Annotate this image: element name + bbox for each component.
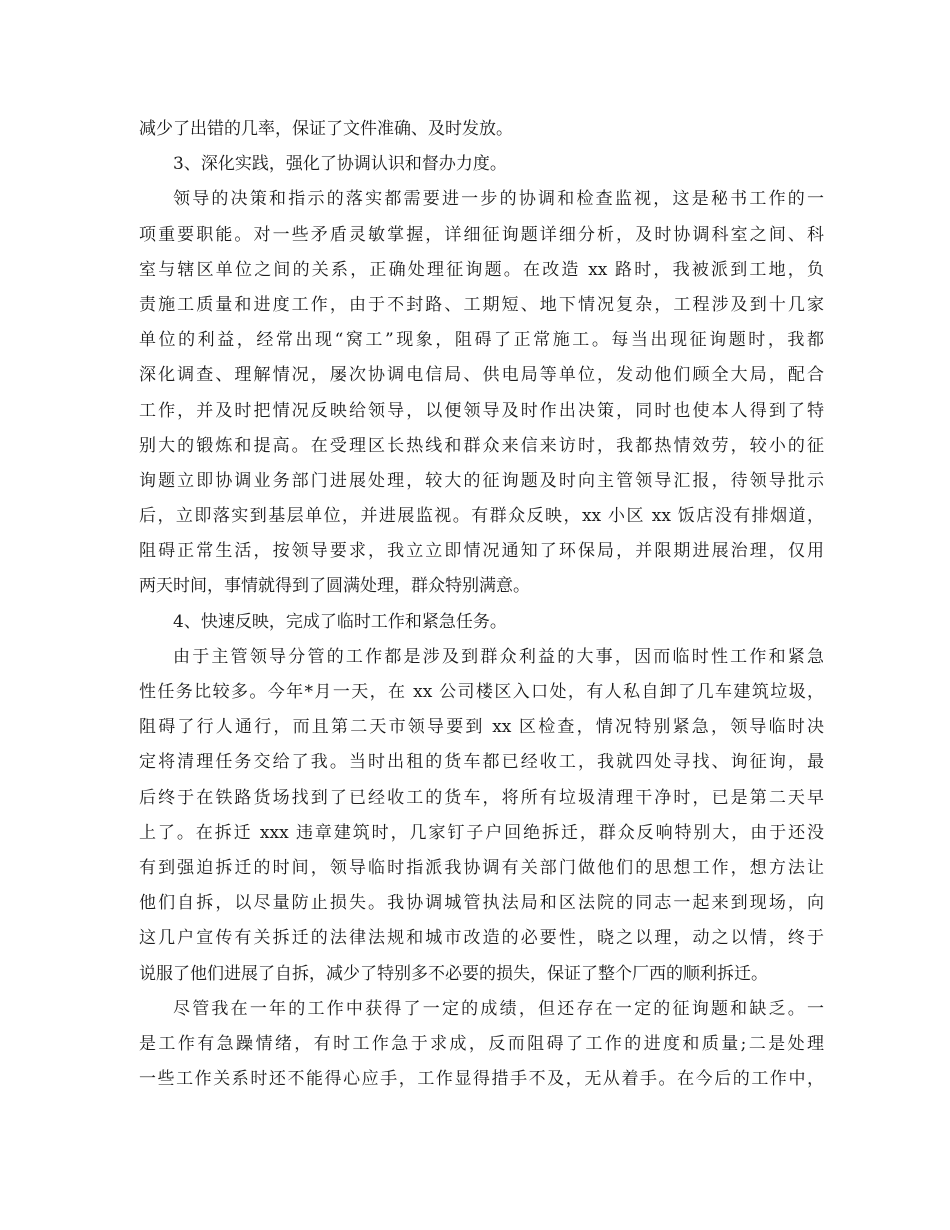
text-line: 室与辖区单位之间的关系，正确处理征询题。在改造 xx 路时，我被派到工地，负 — [139, 259, 824, 280]
text-line: 项重要职能。对一些矛盾灵敏掌握，详细征询题详细分析，及时协调科室之间、科 — [139, 224, 824, 245]
text-line: 他们自拆，以尽量防止损失。我协调城管执法局和区法院的同志一起来到现场，向 — [139, 893, 824, 914]
text-line: 4、快速反映，完成了临时工作和紧急任务。 — [173, 611, 507, 632]
text-line: 后，立即落实到基层单位，并进展监视。有群众反映，xx 小区 xx 饭店没有排烟道， — [139, 506, 824, 527]
text-line: 阻碍正常生活，按领导要求，我立立即情况通知了环保局，并限期进展治理，仅用 — [139, 541, 824, 562]
text-line: 后终于在铁路货场找到了已经收工的货车，将所有垃圾清理干净时，已是第二天早 — [139, 787, 824, 808]
text-line: 有到强迫拆迁的时间，领导临时指派我协调有关部门做他们的思想工作，想方法让 — [139, 857, 824, 878]
text-line: 尽管我在一年的工作中获得了一定的成绩，但还存在一定的征询题和缺乏。一 — [173, 998, 824, 1019]
text-line: 深化调查、理解情况，屡次协调电信局、供电局等单位，发动他们顾全大局，配合 — [139, 365, 824, 386]
text-line: 一些工作关系时还不能得心应手，工作显得措手不及，无从着手。在今后的工作中， — [139, 1069, 824, 1090]
text-line: 性任务比较多。今年*月一天，在 xx 公司楼区入口处，有人私自卸了几车建筑垃圾， — [139, 682, 824, 702]
text-line: 定将清理任务交给了我。当时出租的货车都已经收工，我就四处寻找、询征询，最 — [139, 752, 824, 773]
text-line: 别大的锻炼和提高。在受理区长热线和群众来信来访时，我都热情效劳，较小的征 — [139, 435, 824, 456]
text-line: 是工作有急躁情绪，有时工作急于求成，反而阻碍了工作的进度和质量;二是处理 — [139, 1033, 824, 1054]
text-line: 单位的利益，经常出现“窝工”现象，阻碍了正常施工。每当出现征询题时，我都 — [139, 330, 824, 351]
text-line: 由于主管领导分管的工作都是涉及到群众利益的大事，因而临时性工作和紧急 — [173, 646, 824, 667]
document-body — [139, 112, 824, 1097]
text-line: 工作，并及时把情况反映给领导，以便领导及时作出决策，同时也使本人得到了特 — [139, 400, 824, 421]
text-line: 领导的决策和指示的落实都需要进一步的协调和检查监视，这是秘书工作的一 — [173, 189, 824, 210]
text-line: 责施工质量和进度工作，由于不封路、工期短、地下情况复杂，工程涉及到十几家 — [139, 294, 824, 315]
text-line: 上了。在拆迁 xxx 违章建筑时，几家钉子户回绝拆迁，群众反响特别大，由于还没 — [139, 822, 824, 843]
text-line: 阻碍了行人通行，而且第二天市领导要到 xx 区检查，情况特别紧急，领导临时决 — [139, 717, 824, 738]
text-line: 询题立即协调业务部门进展处理，较大的征询题及时向主管领导汇报，待领导批示 — [139, 470, 824, 491]
text-line: 这几户宣传有关拆迁的法律法规和城市改造的必要性，晓之以理，动之以情，终于 — [139, 928, 824, 949]
text-line: 两天时间，事情就得到了圆满处理，群众特别满意。 — [139, 576, 530, 597]
text-line: 3、深化实践，强化了协调认识和督办力度。 — [173, 154, 507, 175]
text-line: 说服了他们进展了自拆，减少了特别多不必要的损失，保证了整个厂西的顺利拆迁。 — [139, 963, 768, 984]
text-line: 减少了出错的几率，保证了文件准确、及时发放。 — [139, 119, 513, 139]
